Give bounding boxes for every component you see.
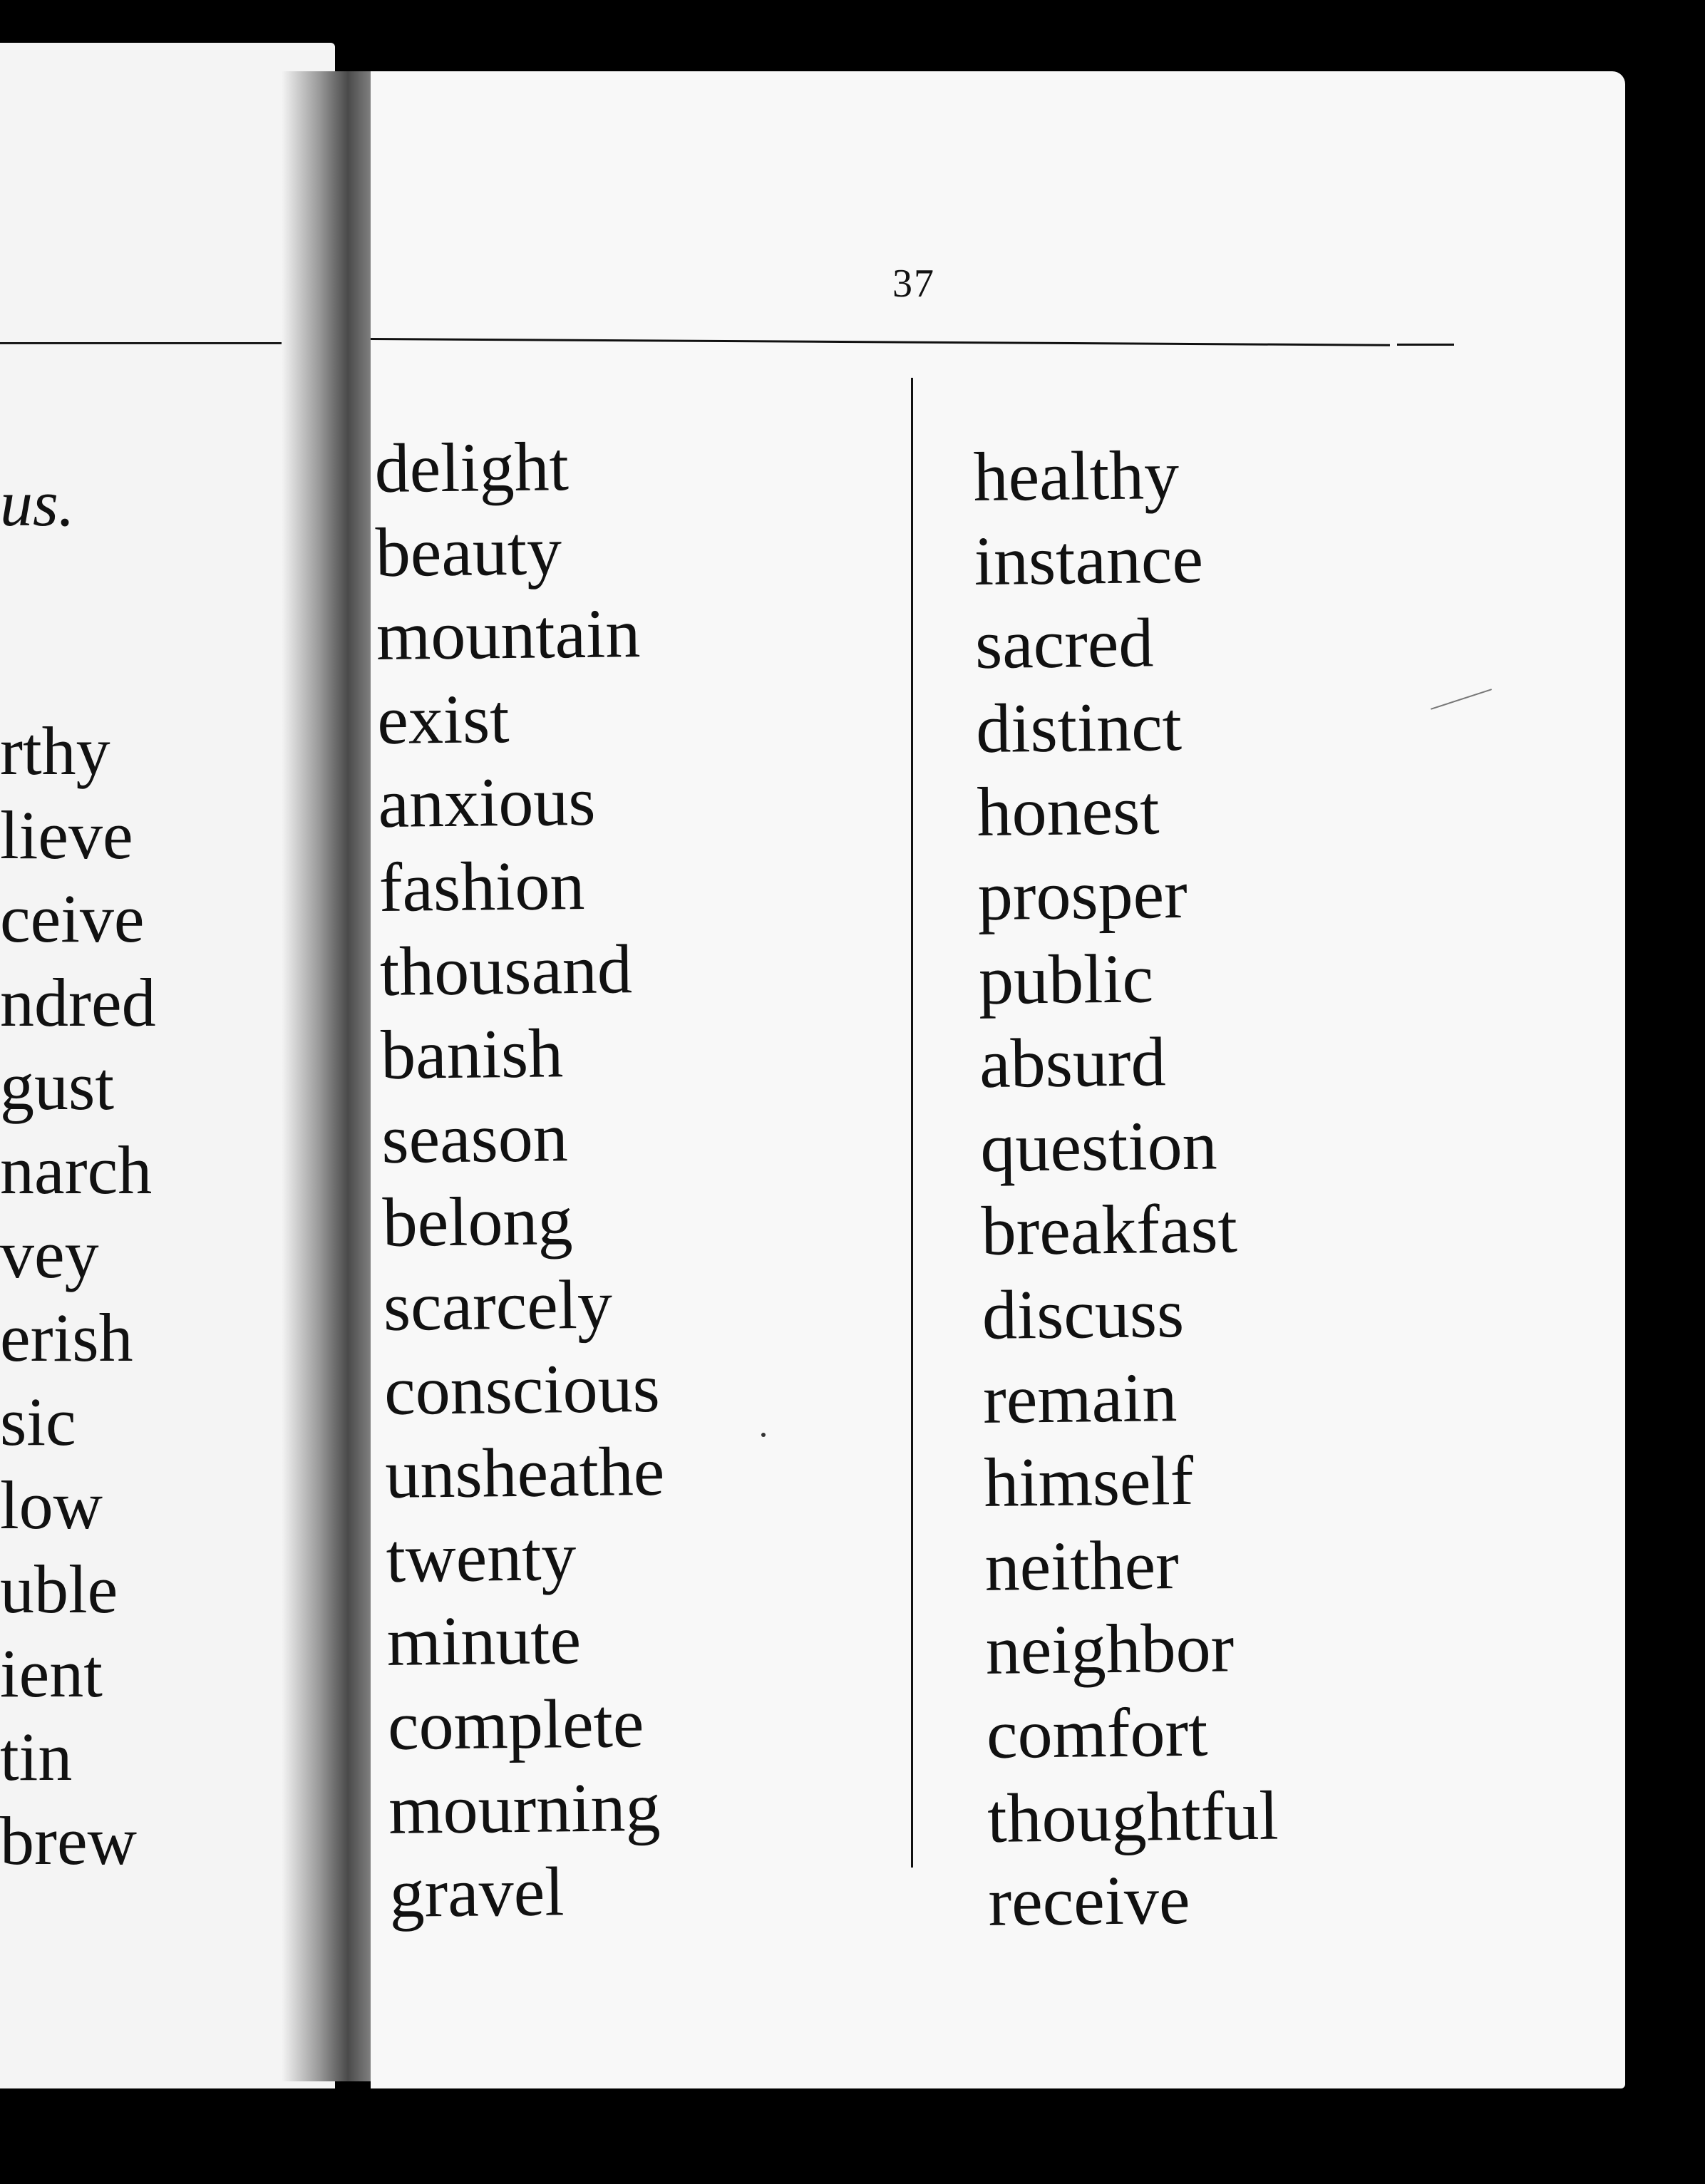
spelling-word: scarcely xyxy=(383,1266,613,1346)
facing-word: tin xyxy=(0,1719,73,1796)
spelling-word: gravel xyxy=(388,1853,565,1932)
facing-word: narch xyxy=(0,1131,153,1208)
spelling-word: receive xyxy=(987,1862,1190,1941)
facing-word: low xyxy=(0,1467,103,1544)
facing-page-heading-fragment: us. xyxy=(0,467,75,540)
spelling-word: neither xyxy=(984,1526,1180,1606)
spelling-word: honest xyxy=(976,772,1160,852)
spelling-word: exist xyxy=(376,680,510,759)
page xyxy=(371,71,1625,2088)
facing-word: erish xyxy=(0,1299,133,1376)
spelling-word: delight xyxy=(374,428,570,508)
spelling-word: mountain xyxy=(376,595,641,676)
spelling-word: himself xyxy=(983,1442,1194,1523)
spelling-word: beauty xyxy=(375,512,562,592)
facing-word: ndred xyxy=(0,964,156,1041)
spelling-word: discuss xyxy=(982,1274,1185,1354)
spelling-word: prosper xyxy=(977,855,1188,935)
spelling-word: neighbor xyxy=(985,1609,1235,1690)
spelling-word: absurd xyxy=(979,1024,1167,1103)
column-divider xyxy=(911,378,913,1868)
spelling-word: season xyxy=(381,1098,569,1178)
word-column-left xyxy=(374,425,669,1937)
spelling-word: public xyxy=(978,939,1154,1019)
facing-word: lieve xyxy=(0,796,133,873)
facing-word: uble xyxy=(0,1550,118,1627)
page-number: 37 xyxy=(892,262,935,306)
spelling-word: mourning xyxy=(388,1768,661,1849)
spelling-word: conscious xyxy=(383,1349,661,1430)
spelling-word: anxious xyxy=(377,763,596,843)
facing-word: ceive xyxy=(0,880,145,957)
facing-page-word-list xyxy=(0,709,156,1882)
facing-word: ient xyxy=(0,1634,103,1711)
spelling-word: remain xyxy=(982,1359,1178,1438)
spelling-word: fashion xyxy=(378,847,585,927)
header-rule-tail xyxy=(1397,344,1454,346)
paper-speck xyxy=(1431,689,1492,710)
spelling-word: healthy xyxy=(973,436,1180,516)
spelling-word: minute xyxy=(386,1602,582,1681)
spelling-word: twenty xyxy=(386,1518,577,1597)
spelling-word: breakfast xyxy=(981,1190,1238,1271)
facing-word: rthy xyxy=(0,713,110,789)
paper-speck xyxy=(761,1433,766,1437)
spelling-word: distinct xyxy=(975,688,1183,768)
facing-word: gust xyxy=(0,1048,115,1125)
spelling-word: thoughtful xyxy=(987,1777,1279,1858)
spelling-word: thousand xyxy=(379,930,633,1011)
spelling-word: comfort xyxy=(986,1694,1208,1773)
spelling-word: sacred xyxy=(974,604,1154,684)
facing-word: vey xyxy=(0,1215,99,1292)
spelling-word: question xyxy=(979,1107,1218,1187)
header-rule xyxy=(371,338,1390,346)
spelling-word: complete xyxy=(387,1685,644,1765)
word-column-right xyxy=(973,433,1279,1945)
spelling-word: unsheathe xyxy=(384,1433,665,1514)
facing-word: sic xyxy=(0,1383,76,1460)
spelling-word: banish xyxy=(380,1015,564,1095)
spelling-word: belong xyxy=(382,1183,573,1262)
spelling-word: instance xyxy=(974,520,1204,600)
facing-word: brew xyxy=(0,1802,137,1879)
